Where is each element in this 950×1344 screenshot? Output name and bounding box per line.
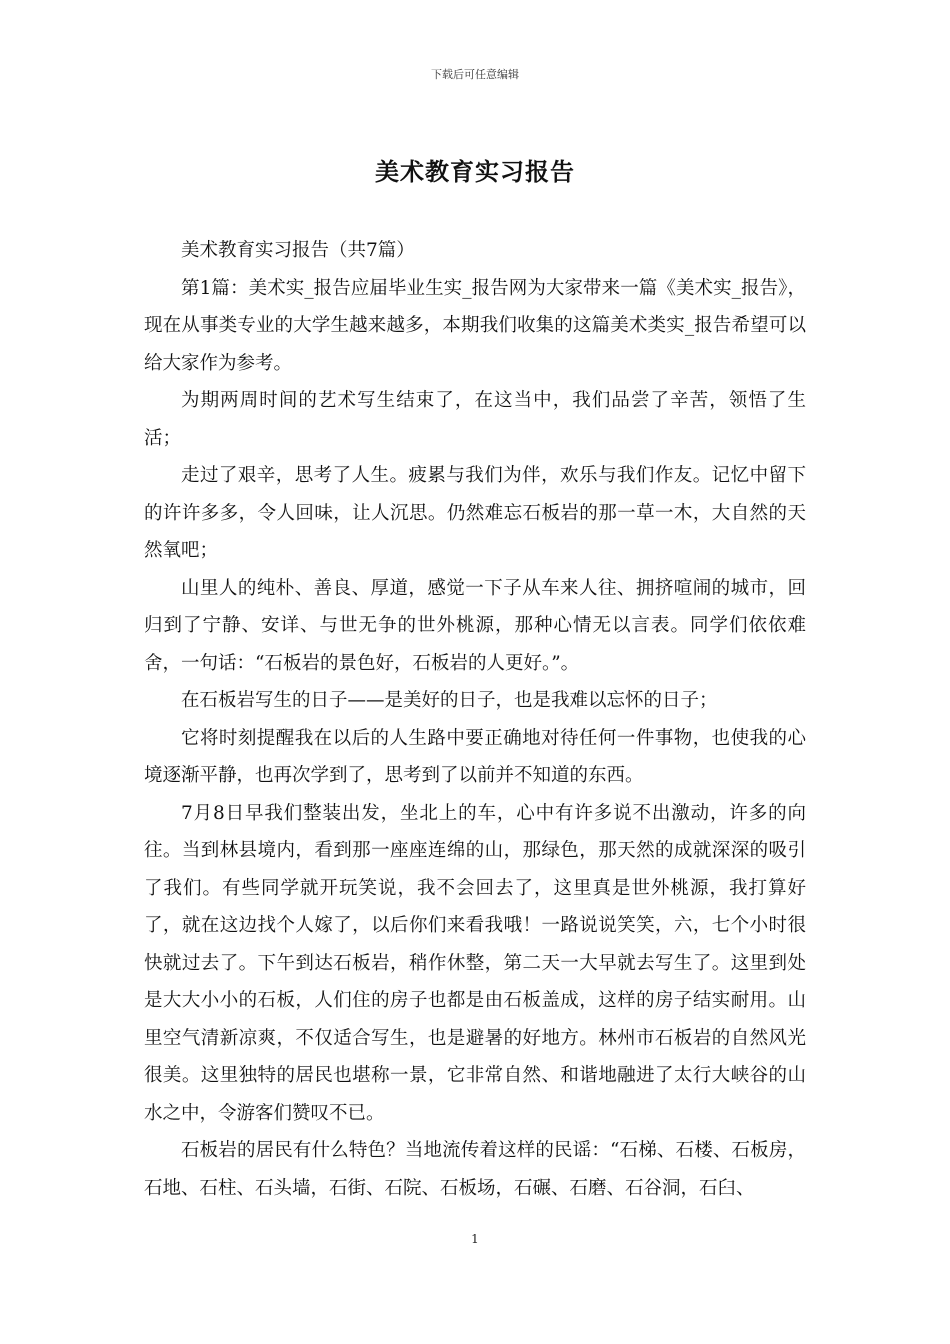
paragraph: 它将时刻提醒我在以后的人生路中要正确地对待任何一件事物，也使我的心境逐渐平静，也再次学到了，思考到了以前并不知道的东西。 bbox=[144, 727, 806, 786]
paragraph: 石板岩的居民有什么特色？当地流传着这样的民谣：“石梯、石楼、石板房，石地、石柱、石头墙，石街、石院、石板场，石碾、石磨、石谷洞，石臼、 bbox=[144, 1140, 806, 1199]
document-body bbox=[144, 232, 806, 1207]
paragraph: 为期两周时间的艺术写生结束了，在这当中，我们品尝了辛苦，领悟了生活； bbox=[144, 390, 806, 449]
page-number: 1 bbox=[471, 1232, 479, 1246]
paragraph: 山里人的纯朴、善良、厚道，感觉一下子从车来人往、拥挤喧闹的城市，回归到了宁静、安详、与世无争的世外桃源，那种心情无以言表。同学们依依难舍，一句话：“石板岩的景色好，石板岩的人更好。”。 bbox=[144, 577, 806, 674]
paragraph: 7月8日早我们整装出发，坐北上的车，心中有许多说不出激动，许多的向往。当到林县境内，看到那一座座连绵的山，那绿色，那天然的成就深深的吸引了我们。有些同学就开玩笑说，我不会回去了，这里真是世外桃源，我打算好了，就在这边找个人嫁了，以后你们来看我哦！一路说说笑笑，六，七个小时很快就过去了。下午到达石板岩，稍作休整，第二天一大早就去写生了。这里到处是大大小小的石板，人们住的房子也都是由石板盖成，这样的房子结实耐用。山里空气清新凉爽，不仅适合写生，也是避暑的好地方。林州市石板岩的自然风光很美。这里独特的居民也堪称一景，它非常自然、和谐地融进了太行大峡谷的山水之中，令游客们赞叹不已。 bbox=[144, 802, 806, 1124]
paragraph: 走过了艰辛，思考了人生。疲累与我们为伴，欢乐与我们作友。记忆中留下的许许多多，令人回味，让人沉思。仍然难忘石板岩的那一草一木，大自然的天然氧吧； bbox=[144, 465, 806, 561]
page-header-note: 下载后可任意编辑 bbox=[431, 68, 519, 81]
document-subtitle: 美术教育实习报告（共7篇） bbox=[181, 240, 415, 261]
document-title: 美术教育实习报告 bbox=[375, 157, 575, 186]
paragraph: 第1篇：美术实_报告应届毕业生实_报告网为大家带来一篇《美术实_报告》，现在从事类专业的大学生越来越多，本期我们收集的这篇美术类实_报告希望可以给大家作为参考。 bbox=[144, 277, 806, 374]
paragraph: 在石板岩写生的日子——是美好的日子，也是我难以忘怀的日子； bbox=[181, 690, 718, 711]
